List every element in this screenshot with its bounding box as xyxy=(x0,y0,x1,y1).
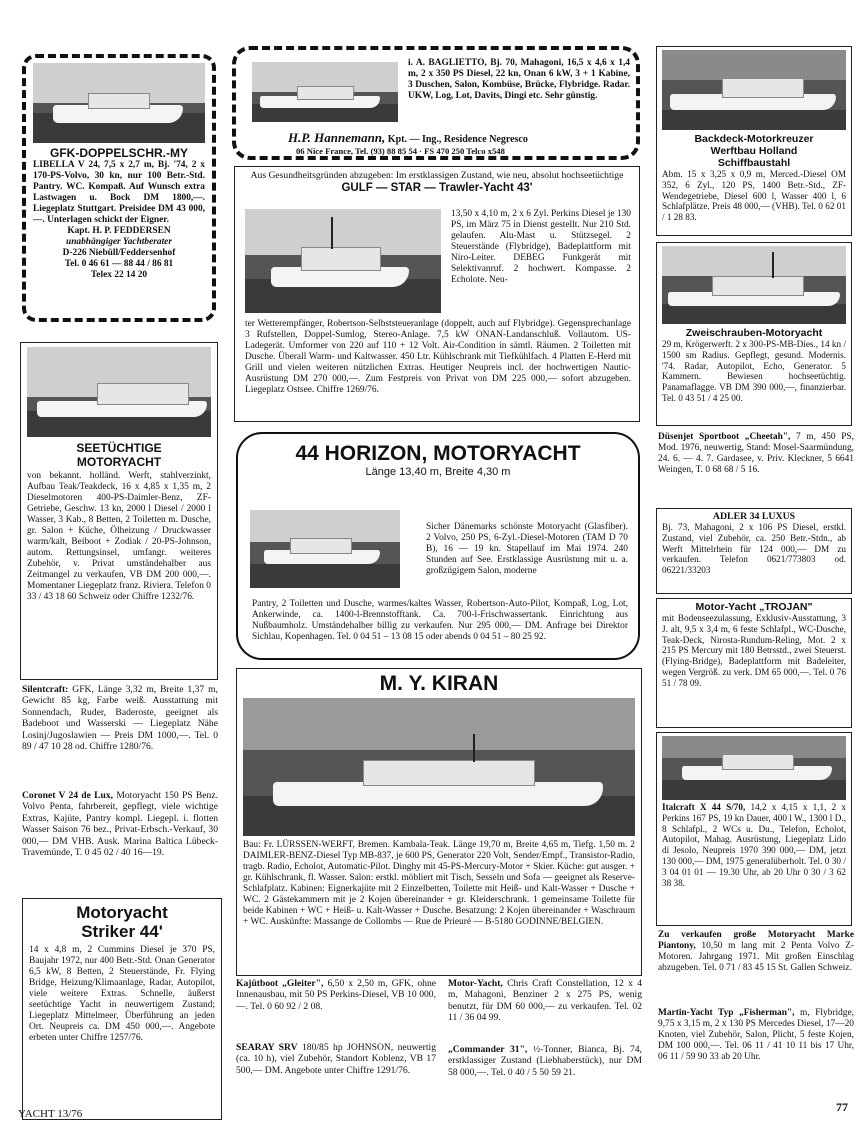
ad-title-line: Schiffbaustahl xyxy=(717,157,791,169)
ad-body: GFK, Länge 3,32 m, Breite 1,37 m, Gewicht 85 kg, Farbe weiß. Ausstattung mit Sonnendach, Ruder, Baderoste, geeignet als Badeboot und Wasserski — Liegeplatz Nähe Losinj/Jugoslawien — Preis DM 1000,—. Tel. 0 89 / 47 10 28 od. Chiffre 1280/76. xyxy=(22,684,218,753)
contact-role: unabhängiger Yachtberater xyxy=(65,237,172,247)
boat-photo xyxy=(662,246,846,324)
boat-photo xyxy=(662,50,846,130)
ad-body-side: Sicher Dänemarks schönste Motoryacht (Glasfiber). 2 Volvo, 250 PS, 6-Zyl.-Diesel-Motoren (TAM D 70 B), 16 — 19 kn. Stapellauf im Mai 1974. 240 Stunden auf See. Erstklassige Ausrüstung mit u. a. großzügigem Salon, moderne xyxy=(426,522,628,576)
ad-title: 44 HORIZON, MOTORYACHT xyxy=(295,442,581,465)
dealer-line xyxy=(288,130,628,146)
ad-title: Zweischrauben-Motoryacht xyxy=(685,327,823,339)
ad-kajuetboot-gleiter xyxy=(236,978,436,1034)
ad-lead: Coronet V 24 de Lux, xyxy=(22,790,114,801)
ad-duesenjet-cheetah xyxy=(658,432,854,504)
ad-body-side: 13,50 x 4,10 m, 2 x 6 Zyl. Perkins Diesel je 130 PS, im März 75 in Dienst gestellt. Nur 210 Std. gelaufen. Alu-Mast u. Stützsegel. 2 Steuerstände (Flybridge), Badeplattform mit Niro-Leiter. DEBEG Funkgerät mit Selektivanruf. 2 hochwert. Kompasse. 2 Echolote. Neu- xyxy=(451,209,631,285)
ad-title: M. Y. KIRAN xyxy=(379,672,499,695)
ad-trojan xyxy=(656,598,852,728)
ad-lead: „Commander 31", xyxy=(448,1044,528,1055)
ad-lead: Silentcraft: xyxy=(22,684,69,695)
ad-commander xyxy=(448,1044,642,1106)
ad-backdeck-motorkreuzer xyxy=(656,46,852,236)
page-number: 77 xyxy=(836,1100,848,1114)
magazine-issue: YACHT 13/76 xyxy=(18,1108,83,1120)
contact-name: Kapt. H. P. FEDDERSEN xyxy=(67,226,171,236)
ad-body: 180/85 hp JOHNSON, neuwertig (ca. 10 h), viel Zubehör, Standort Koblenz, VB 17 500,— DM. Angebote unter Chiffre 1291/76. xyxy=(236,1042,436,1076)
ad-intro: Aus Gesundheitsgründen abzugeben: Im erstklassigen Zustand, wie neu, absolut hochseetüchtige xyxy=(250,170,624,181)
ad-text xyxy=(662,802,846,888)
ad-italcraft xyxy=(656,732,852,926)
ad-title: ADLER 34 LUXUS xyxy=(712,511,796,522)
ad-lead: Italcraft X 44 S/70, xyxy=(662,802,746,812)
ad-gfk-doppelschr xyxy=(22,54,216,322)
contact-address: D-226 Niebüll/Feddersenhof xyxy=(62,248,176,258)
ad-body: 6,50 x 2,50 m, GFK, ohne Innenausbau, mit 50 PS Perkins-Diesel, VB 10 000,—. Tel. 0 60 92 / 2 08. xyxy=(236,978,436,1012)
ad-title: SEETÜCHTIGE MOTORYACHT xyxy=(76,441,162,469)
ad-title: GFK-DOPPELSCHR.-MY xyxy=(50,146,188,160)
ad-body: LIBELLA V 24, 7,5 x 2,7 m, Bj. '74, 2 x 170-PS-Volvo, 30 kn, nur 100 Betr.-Std. Pantry. WC. Kompaß. Auf Wunsch extra Lastwagen u. Bock DM 1800,—. Liegeplatz Stuttgart. Preisidee DM 43 000,—. Unterlagen schickt der Eigner. xyxy=(33,160,205,225)
ad-body: von bekannt. holländ. Werft, stahlverzinkt, Aufbau Teak/Teakdeck, 16 x 4,85 x 1,35 m, 2 Dieselmotoren 400-PS-Daimler-Benz, ZF-Getriebe, Geschw. 13 kn, 2000 l Diesel / 2000 l Wasser, 3 Kab., 8 Betten, 2 Toiletten m. Dusche, gr. Salon + Küche, Ölheizung / Druckwasser warm/kalt, Beiboot + Zodiak / 20-PS-Johnson, autom. Rettungsinsel, umfangr. weiteres Zubehör, v. Privat umständehalber aus Zeitmangel zu verkaufen, VB DM 200 000,—. Momentaner Liegeplatz franz. Riviera. Telefon 0 33 / 43 18 60 Schweiz oder Chiffre 1232/76. xyxy=(27,471,211,602)
ad-searay xyxy=(236,1042,436,1106)
ad-body: ½-Tonner, Bianca, Bj. 74, erstklassiger Zustand (Liebhaberstück), nur DM 58 000,—. Tel. 0 40 / 5 50 59 21. xyxy=(448,1044,642,1078)
boat-photo xyxy=(243,698,635,836)
ad-lead: SEARAY SRV xyxy=(236,1042,298,1053)
ad-body: Chris Craft Constellation, 12 x 4 m, Mahagoni, Benziner 2 x 275 PS, wenig benutzt, für DM 60 000,— zu verkaufen. Tel. 02 11 / 36 04 99. xyxy=(448,978,642,1024)
ad-title: Motor-Yacht „TROJAN" xyxy=(695,601,813,613)
ad-martin-yacht xyxy=(658,1008,854,1088)
contact-phone: Tel. 0 46 61 — 88 44 / 86 81 xyxy=(64,259,174,269)
ad-baglietto xyxy=(232,46,640,160)
ad-body: ter Wetterempfänger, Robertson-Selbststeueranlage (doppelt, auch auf Flybridge). Gegensprechanlage 3 Rufstellen, Doppel-Sumlog, Stereo-Anlage. 7,5 kW ONAN-Landanschluß. Vollautom. US-Ladegerät. Umformer von 220 auf 110 + 12 Volt. Air-Condition in sämtl. Räumen. 2 Toiletten mit Dusche. Überall Warm- und Kaltwasser. 450 Ltr. Kühlschrank mit Tiefkühlfach. 4 Platten E-Herd mit Grill und vielen weiteren nützlichen Extras. Heutiger Neupreis incl. der hochwertigen Nautic-Ausrüstung DM 270 000,—. Zum Festpreis von Privat von DM 225 000,— sofort abzugeben. Liegeplatz Ostsee. Chiffre 1269/76. xyxy=(245,319,631,395)
ad-body: 7 m, 450 PS, Mod. 1976, neuwertig, Stand: Mosel-Saarmündung, 24. 6. — 4. 7. Gardasee, v. Priv. Kleckner, 5 6641 Weingen, T. 0 68 68 / 5 16. xyxy=(658,432,854,475)
ad-title xyxy=(662,133,846,169)
dealer-brand: H.P. Hannemann, xyxy=(288,130,386,145)
ad-body: Bau: Fr. LÜRSSEN-WERFT, Bremen. Kambala-Teak. Länge 19,70 m, Breite 4,65 m, Tiefg. 1,50 m. 2 DAIMLER-BENZ-Diesel Typ MB-837, je 600 PS, Generator 220 Volt, Sender/Empf., Transistor-Radio, tragb. Radio, Echolot, Automatic-Pilot. Dinghy mit 45-PS-Mercury-Motor + Skier. Küche: gut ausger. + gr. Kühlschrank, fl. Wasser. Salon: erstkl. möbliert mit Tisch, Sesseln und Sofa — geeignet als Reserve-Schlafplatz. Kabinen: Eignerkajüte mit 2 Einzelbetten, Toilette mit Heiß- und Kalt-Wasser + Dusche + WC. 2 Gästekammern mit je 2 Kojen übereinander + gr. Kleiderschrank. 1 gemeinsame Toilette für beide Kabinen + WC + Heiß- u. Kalt-Wasser + Dusche. Besatzung: 2 Kojen übereinander + Waschraum + WC. Auskünfte: Massange de Collombs — Rue de Prieuré — B-5180 GODINNE/BELGIEN. xyxy=(243,840,635,927)
contact-telex: Telex 22 14 20 xyxy=(90,270,148,280)
ad-striker xyxy=(22,898,222,1120)
ad-title: GULF — STAR — Trawler-Yacht 43' xyxy=(341,182,533,194)
ad-body: 29 m, Krögerwerft. 2 x 300-PS-MB-Dies., 14 kn / 1500 sm Radius. Gepflegt, gesund. Modernis. '74. Radar, Autopilot, Echo, Generator. 5 Kammern. Bewiesen hochseetüchtig. Panamaflagge. VB DM 390 000,—, finanzierbar. Tel. 0 43 51 / 4 25 00. xyxy=(662,339,846,403)
dealer-address: 06 Nice France, Tel. (93) 88 85 54 · FS 470 250 Telco x548 xyxy=(296,146,505,156)
ad-body: Pantry, 2 Toiletten und Dusche, warmes/kaltes Wasser, Robertson-Auto-Pilot, Kompaß, Log, Lot, Ankerwinde, ca. 1400-l-Brennstofftank. Ca. 700-l-Frischwassertank. Einrichtung aus Nußbaumholz. Umständehalber billig zu verkaufen. Nur 295 000,— DM. Anfrage bei Direktor Sichlau, Kopenhagen. Tel. 0 04 51 – 13 08 15 oder abends 0 04 51 – 80 25 92. xyxy=(252,599,628,642)
ad-chris-craft xyxy=(448,978,642,1040)
ad-body: m, Flybridge, 9,75 x 3,15 m, 2 x 130 PS Mercedes Diesel, 17—20 Knoten, viel Zubehör, Salon, Plicht, 5 feste Kojen, DM 100 000,—. Tel. 06 11 / 41 10 11 bis 17 Uhr, 06 11 / 59 90 33 ab 20 Uhr. xyxy=(658,1008,854,1062)
ad-body: i. A. BAGLIETTO, Bj. 70, Mahagoni, 16,5 x 4,6 x 1,4 m, 2 x 350 PS Diesel, 22 kn, Onan 6 kW, 3 + 1 Kabine, 3 Duschen, Salon, Kombüse, Brücke, Flybridge. Radar. UKW, Log, Lot, Davits, Dingi etc. Sehr günstig. xyxy=(408,58,630,101)
ad-body: Motoryacht 150 PS Benz. Volvo Penta, fahrbereit, gepflegt, viele wichtige Extras, Kajüte, Pantry kompl. Liegepl. i. flotten Wasser Saison 76 bez., Privat-Erbsch.-Verkauf, 30 000,— DM VHB. Ausk. Marina Baltica Lübeck-Travemünde, T. 0 45 02 / 40 16—19. xyxy=(22,790,218,859)
boat-photo xyxy=(33,63,205,143)
ad-body: 14,2 x 4,15 x 1,1, 2 x Perkins 167 PS, 19 kn Dauer, 400 l W., 1300 l D., 8 Schlafpl., 2 WCs u. Du., Telefon, Echolot, Autopilot, Mahag. Ausrüstung, Liegeplatz Lido di Jesolo, Neupreis 1970 390 000,— DM, jetzt 130 000,— DM, 1975 generalüberholt. Tel. 0 30 / 3 04 01 01 — 19.30 Uhr, ab 20 Uhr 0 30 / 3 62 38 38. xyxy=(662,802,847,888)
ad-body: mit Bodenseezulassung, Exklusiv-Ausstattung, 3 J. alt, 9,5 x 3,4 m, 6 feste Schlafpl., WC-Dusche, Teak-Deck, Nirosta-Rundum-Reling, Mot. 2 x 215 PS Mercury mit 180 Betrsstd., zwei Steuerst. (Flying-Bridge), Badeplattform mit Badeleiter, wegen Vergröß. zu verk. DM 65 000,—. Tel. 0 76 51 / 78 09. xyxy=(662,613,846,688)
dealer-title: Kpt. — Ing., Residence Negresco xyxy=(387,134,528,145)
boat-photo xyxy=(662,736,846,800)
boat-photo xyxy=(252,62,398,122)
ad-body: Abm. 15 x 3,25 x 0,9 m, Merced.-Diesel OM 352, 6 Zyl., 120 PS, 1400 Betr.-Std., ZF-Wendegetriebe, Diesel 600 l, Wasser 400 l, 6 Schlafplätze. Preis 48 000,— (VHB). Tel. 0 62 01 / 1 28 83. xyxy=(662,169,846,223)
ad-subtitle: Länge 13,40 m, Breite 4,30 m xyxy=(365,466,511,478)
ad-lead: Zu verkaufen große Motoryacht Marke Piantony, xyxy=(658,930,854,951)
ad-lead: Kajütboot „Gleiter", xyxy=(236,978,324,989)
ad-body: 10,50 m lang mit 2 Penta Volvo Z-Motoren. Jahrgang 1971. Mit großen Einschlag abzugeben. Tel. 0 71 / 83 45 15 St. Gallen Schweiz. xyxy=(658,941,854,973)
ad-title: Motoryacht Striker 44' xyxy=(76,903,168,941)
ad-zweischrauben-motoryacht xyxy=(656,242,852,426)
ad-body: Bj. 73, Mahagoni, 2 x 106 PS Diesel, erstkl. Zustand, viel Zubehör, ca. 250 Betr.-Stdn., ab Werft Mittelrhein für 124 000,— DM zu verkaufen. Telefon 0621/773803 od. 06221/33203 xyxy=(662,522,846,576)
ad-lead: Motor-Yacht, xyxy=(448,978,503,989)
ad-lead: Martin-Yacht Typ „Fisherman", xyxy=(658,1008,795,1018)
ad-title-line: Werftbau Holland xyxy=(710,145,798,157)
ad-title-line: Backdeck-Motorkreuzer xyxy=(694,133,814,145)
ad-my-kiran xyxy=(236,668,642,976)
ad-gulf-star xyxy=(234,166,640,422)
ad-body: 14 x 4,8 m, 2 Cummins Diesel je 370 PS, Baujahr 1972, nur 400 Betr.-Std. Onan Generator 6,5 kW, 8 Betten, 2 Steuerstände, Fr. Flying Bridge, Heizung/Klimaanlage, Radar, Autopilot, viele weitere Extras. Schnelle, äußerst seetüchtige Yacht in neuwertigem Zustand; Liegeplatz Mittelmeer, Überführung an jeden Ort. Neupreis ca. DM 450 000,—. Angebote erbeten unter Chiffre 1257/76. xyxy=(29,945,215,1043)
ad-adler-34 xyxy=(656,508,852,594)
contact xyxy=(33,226,205,281)
ad-silentcraft xyxy=(22,684,218,772)
ad-coronet xyxy=(22,790,218,888)
boat-photo xyxy=(250,510,400,588)
ad-44-horizon xyxy=(236,432,640,660)
ad-lead: Düsenjet Sportboot „Cheetah", xyxy=(658,432,791,442)
ad-seetuechtige-motoryacht xyxy=(20,342,218,680)
ad-piantony xyxy=(658,930,854,1006)
boat-photo xyxy=(27,347,211,437)
boat-photo xyxy=(245,209,441,313)
